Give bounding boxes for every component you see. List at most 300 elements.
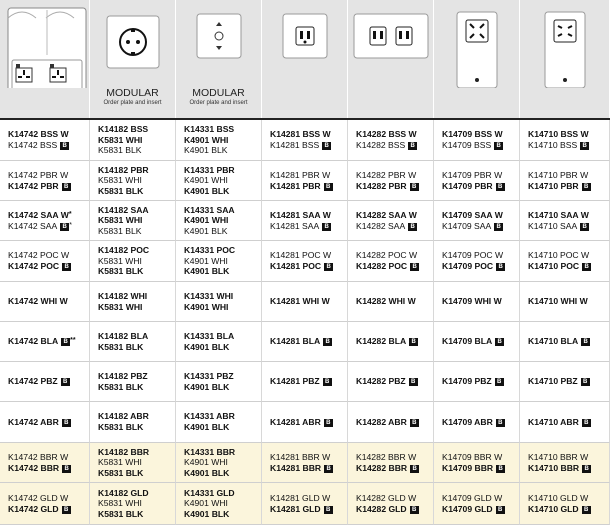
product-code — [528, 336, 609, 347]
product-code-text: K14742 POC — [8, 261, 60, 271]
product-code — [8, 493, 89, 504]
column-header — [348, 0, 434, 118]
black-insert-badge: B — [582, 183, 591, 191]
product-code — [184, 291, 261, 302]
table-cell — [90, 120, 176, 161]
table-cell — [90, 322, 176, 362]
table-cell — [90, 362, 176, 402]
table-cell — [348, 483, 434, 525]
table-cell — [262, 362, 348, 402]
socket-pin-icon — [304, 41, 307, 44]
table-cell — [520, 483, 610, 525]
column-header — [520, 0, 610, 118]
product-code — [442, 140, 519, 151]
table-cell — [434, 402, 520, 443]
product-code — [184, 382, 261, 393]
black-insert-badge: B — [582, 506, 591, 514]
black-insert-badge: B — [410, 506, 419, 514]
product-code-text: K14742 PBR — [8, 180, 59, 191]
black-insert-badge: B — [580, 223, 589, 231]
product-code — [528, 261, 609, 272]
product-code — [184, 215, 261, 226]
product-code — [184, 245, 261, 256]
product-code-text: K14331 GLD — [184, 487, 235, 498]
product-code — [98, 411, 175, 422]
product-code-text: K14282 PBZ — [356, 376, 406, 387]
product-code-text: K14331 PBR — [184, 164, 235, 175]
product-code-text: K14282 WHI W — [356, 296, 416, 307]
table-cell — [0, 443, 90, 483]
product-code-text: K5831 BLK — [98, 145, 142, 156]
product-code — [270, 493, 347, 504]
product-code — [270, 296, 347, 307]
table-cell — [348, 362, 434, 402]
product-code — [8, 417, 89, 428]
product-code-text: K14281 BLA — [270, 336, 321, 347]
product-code-text: K14182 SAA — [98, 204, 149, 215]
product-code — [8, 376, 89, 387]
black-insert-badge: B — [496, 465, 505, 473]
product-code — [8, 250, 89, 261]
plate-icon — [354, 14, 428, 58]
product-code-text: K14710 POC W — [528, 250, 590, 261]
product-code — [98, 468, 175, 479]
black-insert-badge: B — [496, 506, 505, 514]
plate-icon — [197, 14, 241, 58]
product-code-text: K14709 BLA — [442, 336, 493, 347]
product-code — [184, 411, 261, 422]
product-code-text: K4901 WHI — [184, 134, 229, 145]
table-cell — [434, 362, 520, 402]
socket-pin-icon — [23, 70, 25, 75]
product-code-text: K14709 POC W — [442, 250, 504, 261]
product-code — [528, 504, 609, 515]
product-code-text: K14182 GLD — [98, 487, 149, 498]
product-code — [270, 250, 347, 261]
product-code — [270, 170, 347, 181]
product-code-text: K14710 WHI W — [528, 296, 588, 307]
product-code-text: K14331 BBR — [184, 446, 236, 457]
table-cell — [434, 483, 520, 525]
product-code — [356, 504, 433, 515]
single-us-socket-plate-icon — [262, 0, 348, 88]
product-code — [528, 210, 609, 221]
black-insert-badge: B — [61, 338, 70, 346]
product-code-text: K14331 WHI — [184, 290, 234, 301]
product-code-text: K14742 BSS W — [8, 129, 69, 140]
product-code-text: K14282 GLD — [356, 503, 407, 514]
black-insert-badge: B — [496, 419, 505, 427]
black-insert-badge: B — [61, 378, 70, 386]
table-cell — [434, 241, 520, 282]
double-us-socket-plate-icon — [348, 0, 434, 88]
black-insert-badge: B — [408, 223, 417, 231]
product-code-text: K14710 BSS — [528, 140, 578, 150]
column-header — [90, 0, 176, 118]
table-cell — [348, 201, 434, 241]
table-cell — [434, 120, 520, 161]
product-code-text: K14182 BLA — [98, 330, 149, 341]
black-insert-badge: B — [581, 338, 590, 346]
table-cell — [434, 322, 520, 362]
table-cell — [520, 443, 610, 483]
product-code-text: K14742 BBR W — [8, 451, 69, 462]
screw-icon — [563, 78, 567, 82]
table-cell — [90, 443, 176, 483]
product-code-text: K4901 BLK — [184, 185, 230, 196]
product-code-text: K14182 BBR — [98, 446, 150, 457]
product-code — [98, 302, 175, 313]
table-cell — [348, 443, 434, 483]
product-code-text: K14710 PBZ — [528, 376, 578, 387]
product-code-text: K14710 GLD — [528, 503, 579, 514]
product-code — [8, 221, 89, 232]
table-cell — [90, 483, 176, 525]
product-code-text: K4901 WHI — [184, 215, 229, 226]
product-code-text: K14281 WHI W — [270, 296, 330, 307]
product-code — [184, 124, 261, 135]
product-code-text: K14282 BBR W — [356, 451, 417, 462]
table-cell — [0, 322, 90, 362]
table-cell — [176, 402, 262, 443]
black-insert-badge: B — [582, 263, 591, 271]
black-insert-badge: B — [495, 338, 504, 346]
product-code-text: K14281 GLD W — [270, 492, 331, 503]
product-code-text: K14281 SAA W — [270, 209, 331, 220]
product-code — [98, 488, 175, 499]
table-cell — [348, 120, 434, 161]
black-insert-badge: B — [409, 378, 418, 386]
product-code-text: K4901 BLK — [184, 145, 228, 156]
product-code — [184, 145, 261, 156]
black-insert-badge: B — [582, 465, 591, 473]
table-cell — [520, 282, 610, 322]
product-code-text: K4901 BLK — [184, 508, 230, 519]
table-cell — [176, 241, 262, 282]
product-code — [8, 452, 89, 463]
black-insert-badge: B — [322, 223, 331, 231]
product-code-text: K14281 SAA — [270, 220, 320, 231]
product-code — [442, 210, 519, 221]
product-code-text: K14709 GLD W — [442, 492, 503, 503]
product-code — [270, 376, 347, 387]
product-code-text: K14331 PBZ — [184, 370, 234, 381]
black-insert-badge: B — [323, 338, 332, 346]
product-code-text: K14709 ABR — [442, 416, 493, 427]
table-cell — [0, 241, 90, 282]
switch-icon — [16, 64, 20, 68]
table-cell — [90, 161, 176, 201]
black-insert-badge: B — [62, 465, 71, 473]
product-code — [442, 170, 519, 181]
table-cell — [176, 322, 262, 362]
product-code — [98, 447, 175, 458]
tall-socket-plate-b-icon — [520, 0, 610, 88]
product-code — [528, 463, 609, 474]
product-code-text: K14182 PBR — [98, 164, 149, 175]
product-code — [8, 170, 89, 181]
product-code — [528, 129, 609, 140]
product-code-text: K5831 WHI — [98, 498, 142, 509]
product-code-text: K14710 BLA — [528, 336, 579, 347]
product-code — [356, 452, 433, 463]
table-cell — [434, 443, 520, 483]
footnote-marker: ** — [70, 337, 76, 345]
product-code — [270, 221, 347, 232]
product-code-text: K14282 GLD W — [356, 492, 417, 503]
socket-face-icon — [12, 60, 82, 88]
product-code-text: K14709 PBR — [442, 180, 493, 191]
product-code — [356, 463, 433, 474]
product-code — [184, 488, 261, 499]
black-insert-badge: B — [494, 223, 503, 231]
product-code-text: K14282 ABR — [356, 416, 407, 427]
product-code-text: K14281 BBR W — [270, 451, 331, 462]
black-insert-badge: B — [580, 142, 589, 150]
table-cell — [176, 443, 262, 483]
table-cell — [262, 161, 348, 201]
product-code — [98, 342, 175, 353]
black-insert-badge: B — [324, 506, 333, 514]
product-code-text: K14710 ABR — [528, 416, 579, 427]
product-code-text: K4901 WHI — [184, 255, 228, 266]
product-code — [98, 266, 175, 277]
product-code — [442, 336, 519, 347]
product-code — [442, 250, 519, 261]
product-code — [184, 186, 261, 197]
product-code-text: K14331 ABR — [184, 411, 235, 422]
product-code — [528, 417, 609, 428]
table-cell — [176, 362, 262, 402]
product-code — [98, 205, 175, 216]
socket-pin-icon — [57, 70, 59, 75]
black-insert-badge: B — [324, 419, 333, 427]
product-code — [98, 331, 175, 342]
product-code-text: K14709 SAA W — [442, 209, 503, 220]
table-cell — [0, 201, 90, 241]
switch-icon — [50, 64, 54, 68]
product-code-text: K14742 PBZ — [8, 376, 58, 387]
product-code — [98, 256, 175, 267]
table-cell — [90, 241, 176, 282]
socket-pin-icon — [131, 29, 135, 32]
product-code-text: K14709 WHI W — [442, 296, 502, 307]
table-cell — [90, 282, 176, 322]
product-code — [98, 145, 175, 156]
footnote-marker: * — [68, 210, 72, 218]
table-cell — [520, 120, 610, 161]
product-code-text: K14281 GLD — [270, 503, 321, 514]
header-divider — [0, 118, 610, 120]
table-cell — [434, 161, 520, 201]
product-code — [356, 493, 433, 504]
product-code — [98, 422, 175, 433]
socket-pin-icon — [307, 31, 310, 39]
product-code — [442, 452, 519, 463]
product-code-text: K4901 BLK — [184, 467, 230, 478]
table-cell — [0, 161, 90, 201]
product-code — [270, 129, 347, 140]
product-code — [270, 261, 347, 272]
table-cell — [90, 402, 176, 443]
column-header — [434, 0, 520, 118]
product-code-text: K14281 BSS W — [270, 129, 331, 140]
table-cell — [348, 282, 434, 322]
screw-icon — [475, 78, 479, 82]
product-code-text: K14182 WHI — [98, 290, 148, 301]
black-insert-badge: B — [324, 263, 333, 271]
product-code — [98, 124, 175, 135]
product-code-text: K14282 POC W — [356, 250, 418, 261]
product-code — [270, 452, 347, 463]
product-code — [8, 210, 89, 221]
table-cell — [520, 402, 610, 443]
product-code — [442, 181, 519, 192]
black-insert-badge: B — [62, 506, 71, 514]
product-code-text: K14331 BSS — [184, 124, 235, 135]
product-code-text: K14281 BSS — [270, 140, 320, 150]
socket-pin-icon — [380, 31, 383, 39]
socket-pin-icon — [406, 31, 409, 39]
table-cell — [262, 443, 348, 483]
product-code-text: K5831 BLK — [98, 225, 142, 236]
product-code-text: K14742 WHI W — [8, 296, 68, 307]
product-code — [442, 504, 519, 515]
product-code — [184, 165, 261, 176]
product-code — [356, 129, 433, 140]
product-code-text: K5831 BLK — [98, 467, 144, 478]
product-code — [184, 175, 261, 186]
product-code-text: K14742 POC W — [8, 250, 70, 261]
product-code — [184, 447, 261, 458]
table-cell — [176, 120, 262, 161]
product-code-text: K14742 PBR W — [8, 169, 69, 180]
product-code-text: K14282 BSS — [356, 140, 406, 150]
product-code-text: K14281 PBR — [270, 180, 321, 191]
product-code — [442, 493, 519, 504]
product-code — [442, 376, 519, 387]
product-code-text: K4901 BLK — [184, 422, 230, 432]
product-code — [98, 457, 175, 468]
table-cell — [262, 402, 348, 443]
product-code — [356, 210, 433, 221]
product-code — [270, 463, 347, 474]
product-code — [98, 215, 175, 226]
product-code — [184, 457, 261, 468]
socket-pin-icon — [60, 76, 64, 78]
product-code-text: K14710 BBR W — [528, 451, 589, 462]
product-code-text: K14182 BSS — [98, 124, 149, 135]
product-code — [442, 261, 519, 272]
product-code-text: K4901 WHI — [184, 457, 228, 468]
product-code — [184, 302, 261, 313]
product-code — [98, 291, 175, 302]
black-insert-badge: B — [409, 338, 418, 346]
product-code-text: K14709 BBR — [442, 462, 494, 473]
product-code-text: K14709 BSS W — [442, 129, 503, 140]
product-code — [356, 221, 433, 232]
product-code — [528, 221, 609, 232]
black-insert-badge: B — [495, 378, 504, 386]
black-insert-badge: B — [324, 183, 333, 191]
product-code — [184, 256, 261, 267]
product-code — [98, 509, 175, 520]
black-insert-badge: B — [410, 263, 419, 271]
product-code-text: K14742 SAA W — [8, 209, 69, 220]
socket-pin-icon — [136, 40, 140, 44]
product-code-text: K14282 BLA — [356, 336, 407, 347]
product-code-text: K4901 BLK — [184, 341, 230, 352]
product-code-text: K14282 BBR — [356, 462, 408, 473]
product-code-text: K14710 SAA W — [528, 209, 589, 220]
product-code — [184, 468, 261, 479]
product-code-text: K14182 POC — [98, 245, 150, 256]
product-code — [356, 170, 433, 181]
product-code-text: K14331 POC — [184, 245, 236, 256]
product-code-text: K14710 PBR — [528, 180, 579, 191]
table-cell — [520, 322, 610, 362]
product-code-text: K14182 ABR — [98, 411, 149, 422]
product-code-text: K14709 PBR W — [442, 169, 503, 180]
product-code-text: K14709 GLD — [442, 503, 493, 514]
product-code-text: K14710 POC — [528, 261, 580, 271]
product-code-text: K14742 BSS — [8, 140, 58, 150]
product-code — [528, 296, 609, 307]
black-insert-badge: B — [410, 419, 419, 427]
product-code — [184, 498, 261, 509]
product-code — [98, 245, 175, 256]
black-insert-badge: B — [496, 183, 505, 191]
product-code — [8, 336, 89, 347]
product-code — [356, 261, 433, 272]
product-code-text: K4901 BLK — [184, 225, 228, 236]
table-cell — [520, 201, 610, 241]
table-cell — [0, 120, 90, 161]
product-code — [184, 135, 261, 146]
product-code — [528, 376, 609, 387]
product-code — [184, 371, 261, 382]
product-code — [8, 261, 89, 272]
table-cell — [348, 402, 434, 443]
product-code-text: K14742 BLA — [8, 336, 59, 347]
column-header — [0, 0, 90, 118]
product-code — [356, 376, 433, 387]
column-header-subtitle: Order plate and insert — [189, 100, 248, 106]
tall-socket-plate-a-icon — [434, 0, 520, 88]
product-code-text: K14282 POC — [356, 261, 408, 271]
product-code-text: K14182 PBZ — [98, 370, 148, 381]
product-code-text: K14710 GLD W — [528, 492, 589, 503]
product-code-text: K14710 BSS W — [528, 129, 589, 140]
column-header — [176, 0, 262, 118]
product-code-text: K14742 GLD W — [8, 492, 69, 503]
table-cell — [262, 483, 348, 525]
plate-icon — [545, 12, 585, 88]
product-code-text: K4901 BLK — [184, 381, 230, 392]
table-cell — [434, 201, 520, 241]
product-code — [184, 205, 261, 216]
product-code — [442, 463, 519, 474]
product-code-text: K14742 BBR — [8, 462, 60, 473]
product-code-text: K14282 BSS W — [356, 129, 417, 140]
table-cell — [0, 402, 90, 443]
table-cell — [520, 362, 610, 402]
product-code — [528, 181, 609, 192]
product-code — [270, 210, 347, 221]
product-code — [356, 417, 433, 428]
product-code — [98, 498, 175, 509]
product-code — [442, 417, 519, 428]
